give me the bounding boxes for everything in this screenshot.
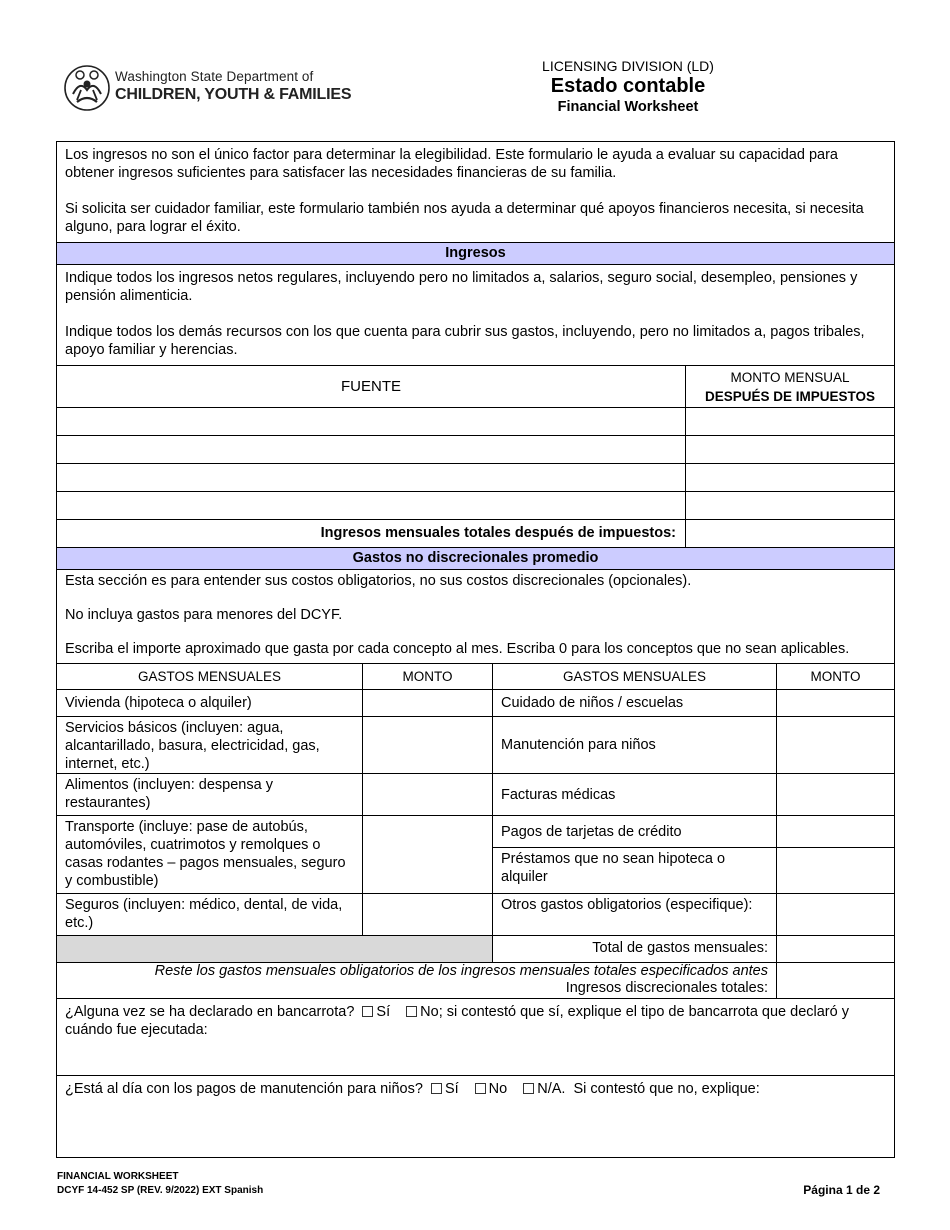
income-amount-input[interactable] xyxy=(685,492,894,519)
page-title: Estado contable xyxy=(550,75,706,97)
bankruptcy-question xyxy=(57,998,894,1075)
support-na-checkbox[interactable] xyxy=(523,1083,534,1094)
source-column-header: FUENTE xyxy=(341,377,401,395)
expense-label: Servicios básicos (incluyen: agua, alcantarillado, basura, electricidad, gas, internet, etc.) xyxy=(65,720,320,772)
expense-label: Vivienda (hipoteca o alquiler) xyxy=(65,695,252,711)
child-support-question xyxy=(57,1075,894,1157)
discretionary-total-label: Ingresos discrecionales totales: xyxy=(565,980,768,996)
shaded-cell xyxy=(57,936,492,962)
dcyf-logo xyxy=(63,64,352,112)
bankruptcy-yes-checkbox[interactable] xyxy=(362,1006,373,1017)
income-amount-input[interactable] xyxy=(685,436,894,463)
expense-row xyxy=(57,716,894,773)
expense-label: Transporte (incluye: pase de autobús, automóviles, cuatrimotos y remolques o casas rodantes – pagos mensuales, seguro y combustible) xyxy=(65,819,346,889)
form-header xyxy=(478,58,778,115)
expense-split-cell xyxy=(492,816,776,893)
discretionary-label-cell xyxy=(57,963,776,998)
expenses-total-row xyxy=(57,935,894,962)
amount-column-header xyxy=(685,366,894,407)
income-row xyxy=(57,463,894,491)
instruction-paragraph: No incluya gastos para menores del DCYF. xyxy=(65,607,343,623)
expense-label: Manutención para niños xyxy=(492,717,776,773)
expense-amount-input[interactable] xyxy=(777,847,894,893)
expense-label: Otros gastos obligatorios (especifique): xyxy=(492,894,776,935)
income-total-row xyxy=(57,519,894,547)
income-total-input[interactable] xyxy=(685,520,894,547)
income-source-input[interactable] xyxy=(57,492,685,519)
expense-amount-input[interactable] xyxy=(362,816,492,893)
expense-row xyxy=(57,773,894,815)
income-section-header: Ingresos xyxy=(57,242,894,264)
intro-paragraph: Los ingresos no son el único factor para determinar la elegibilidad. Este formulario le ayuda a evaluar su capacidad para obtener ingresos suficientes para satisfacer las necesidades financieras de su familia. xyxy=(65,147,838,181)
expense-column-header: GASTOS MENSUALES xyxy=(492,664,776,689)
expenses-total-input[interactable] xyxy=(776,936,894,962)
expense-row xyxy=(57,893,894,935)
footer-form-code: DCYF 14-452 SP (REV. 9/2022) EXT Spanish xyxy=(57,1185,264,1196)
expense-amount-input[interactable] xyxy=(776,690,894,716)
logo-agency-name: CHILDREN, YOUTH & FAMILIES xyxy=(115,86,352,103)
expense-label: Facturas médicas xyxy=(492,774,776,815)
income-row xyxy=(57,407,894,435)
checkbox-label: Sí xyxy=(376,1004,391,1020)
support-explain-text: Si contestó que no, explique: xyxy=(573,1081,760,1097)
form-footer xyxy=(57,1170,263,1198)
instruction-paragraph: Esta sección es para entender sus costos obligatorios, no sus costos discrecionales (opcionales). xyxy=(65,573,692,589)
expense-amount-input[interactable] xyxy=(362,774,492,815)
amount-header-line2: DESPUÉS DE IMPUESTOS xyxy=(704,389,876,404)
expense-row xyxy=(57,815,894,893)
bankruptcy-question-text: ¿Alguna vez se ha declarado en bancarrota? xyxy=(65,1004,355,1020)
expenses-total-label: Total de gastos mensuales: xyxy=(492,936,776,962)
instruction-paragraph: Indique todos los demás recursos con los que cuenta para cubrir sus gastos, incluyendo, pero no limitados a, pagos tribales, apoyo familiar y herencias. xyxy=(65,324,865,358)
expenses-instructions xyxy=(57,569,894,663)
expense-amount-input[interactable] xyxy=(362,717,492,773)
checkbox-label: No xyxy=(488,1081,508,1097)
footer-form-name: FINANCIAL WORKSHEET xyxy=(57,1171,179,1182)
support-no-checkbox[interactable] xyxy=(475,1083,486,1094)
income-source-input[interactable] xyxy=(57,464,685,491)
bankruptcy-explain-text: No; si contestó que sí, explique el tipo de bancarrota que declaró y cuándo fue ejecutada: xyxy=(65,1004,849,1038)
expense-label: Seguros (incluyen: médico, dental, de vida, etc.) xyxy=(65,897,343,931)
support-yes-checkbox[interactable] xyxy=(431,1083,442,1094)
family-emblem-icon xyxy=(63,64,111,112)
income-row xyxy=(57,435,894,463)
logo-agency-line: Washington State Department of xyxy=(115,69,314,84)
expenses-section-header: Gastos no discrecionales promedio xyxy=(57,547,894,569)
instruction-paragraph: Escriba el importe aproximado que gasta por cada concepto al mes. Escriba 0 para los conceptos que no sean aplicables. xyxy=(65,641,850,657)
discretionary-total-input[interactable] xyxy=(776,963,894,998)
expense-split-cell xyxy=(776,816,894,893)
expense-label: Préstamos que no sean hipoteca o alquiler xyxy=(493,847,776,893)
expense-label: Cuidado de niños / escuelas xyxy=(492,690,776,716)
income-source-input[interactable] xyxy=(57,408,685,435)
amount-header-line1: MONTO MENSUAL xyxy=(730,370,850,385)
financial-worksheet-form xyxy=(56,141,895,1158)
expense-amount-input[interactable] xyxy=(776,717,894,773)
expense-amount-input[interactable] xyxy=(362,690,492,716)
subtract-note: Reste los gastos mensuales obligatorios de los ingresos mensuales totales especificados antes xyxy=(154,963,768,979)
expense-row xyxy=(57,689,894,716)
income-table-header xyxy=(57,365,894,407)
expense-label: Alimentos (incluyen: despensa y restaurantes) xyxy=(65,777,273,811)
amount-column-header: MONTO xyxy=(776,664,894,689)
amount-column-header: MONTO xyxy=(362,664,492,689)
discretionary-row xyxy=(57,962,894,998)
checkbox-label: N/A. xyxy=(537,1081,566,1097)
expense-amount-input[interactable] xyxy=(776,894,894,935)
income-amount-input[interactable] xyxy=(685,408,894,435)
expense-amount-input[interactable] xyxy=(777,816,894,847)
checkbox-label: Sí xyxy=(444,1081,459,1097)
income-row xyxy=(57,491,894,519)
intro-section xyxy=(57,142,894,242)
income-amount-input[interactable] xyxy=(685,464,894,491)
division-label: LICENSING DIVISION (LD) xyxy=(542,58,714,74)
bankruptcy-no-checkbox[interactable] xyxy=(406,1006,417,1017)
expense-amount-input[interactable] xyxy=(776,774,894,815)
expense-amount-input[interactable] xyxy=(362,894,492,935)
page-number: Página 1 de 2 xyxy=(803,1183,880,1197)
instruction-paragraph: Indique todos los ingresos netos regulares, incluyendo pero no limitados a, salarios, seguro social, desempleo, pensiones y pensión alimenticia. xyxy=(65,270,858,304)
child-support-question-text: ¿Está al día con los pagos de manutención para niños? xyxy=(65,1081,423,1097)
income-total-label: Ingresos mensuales totales después de impuestos: xyxy=(320,525,676,541)
intro-paragraph: Si solicita ser cuidador familiar, este formulario también nos ayuda a determinar qué apoyos financieros necesita, si necesita alguno, para lograr el éxito. xyxy=(65,201,864,235)
expense-label: Pagos de tarjetas de crédito xyxy=(501,823,682,840)
expenses-table-header xyxy=(57,663,894,689)
page-subtitle: Financial Worksheet xyxy=(557,99,699,115)
income-instructions xyxy=(57,264,894,365)
expense-column-header: GASTOS MENSUALES xyxy=(137,669,282,684)
income-source-input[interactable] xyxy=(57,436,685,463)
